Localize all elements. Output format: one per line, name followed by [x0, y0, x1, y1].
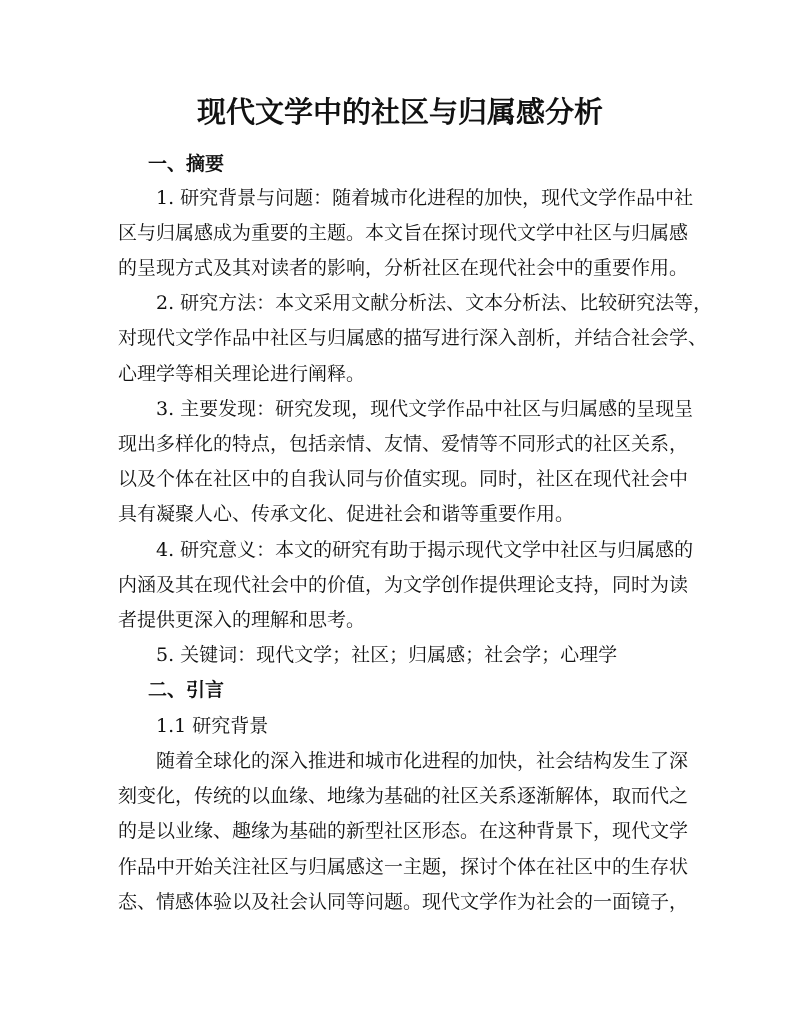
section-heading-abstract: 一、摘要 [148, 153, 225, 175]
paragraph-line: 对现代文学作品中社区与归属感的描写进行深入剖析，并结合社会学、 [118, 327, 708, 349]
paragraph-line: 以及个体在社区中的自我认同与价值实现。同时，社区在现代社会中 [118, 468, 689, 490]
paragraph-line: 作品中开始关注社区与归属感这一主题，探讨个体在社区中的生存状 [118, 856, 689, 878]
paragraph-line: 现出多样化的特点，包括亲情、友情、爱情等不同形式的社区关系， [118, 433, 689, 455]
paragraph-line: 刻变化，传统的以血缘、地缘为基础的社区关系逐渐解体，取而代之 [118, 785, 689, 807]
paragraph-line: 的呈现方式及其对读者的影响，分析社区在现代社会中的重要作用。 [118, 257, 689, 279]
paragraph-line: 4. 研究意义：本文的研究有助于揭示现代文学中社区与归属感的 [156, 539, 694, 561]
paragraph-line: 的是以业缘、趣缘为基础的新型社区形态。在这种背景下，现代文学 [118, 820, 689, 842]
paragraph-line: 1. 研究背景与问题：随着城市化进程的加快，现代文学作品中社 [156, 187, 694, 209]
paragraph-line: 内涵及其在现代社会中的价值，为文学创作提供理论支持，同时为读 [118, 574, 689, 596]
paragraph-line: 者提供更深入的理解和思考。 [118, 609, 366, 631]
subsection-heading: 1.1 研究背景 [156, 715, 269, 737]
paragraph-line: 具有凝聚人心、传承文化、促进社会和谐等重要作用。 [118, 503, 575, 525]
paragraph-line: 随着全球化的深入推进和城市化进程的加快，社会结构发生了深 [156, 750, 689, 772]
section-heading-introduction: 二、引言 [148, 679, 225, 701]
keywords-line: 5. 关键词：现代文学；社区；归属感；社会学；心理学 [156, 644, 618, 666]
paragraph-line: 心理学等相关理论进行阐释。 [118, 363, 366, 385]
paragraph-line: 3. 主要发现：研究发现，现代文学作品中社区与归属感的呈现呈 [156, 398, 694, 420]
document-title: 现代文学中的社区与归属感分析 [196, 95, 603, 129]
paragraph-line: 区与归属感成为重要的主题。本文旨在探讨现代文学中社区与归属感 [118, 222, 689, 244]
paragraph-line: 2. 研究方法：本文采用文献分析法、文本分析法、比较研究法等， [156, 292, 713, 314]
paragraph-line: 态、情感体验以及社会认同等问题。现代文学作为社会的一面镜子， [118, 891, 689, 913]
